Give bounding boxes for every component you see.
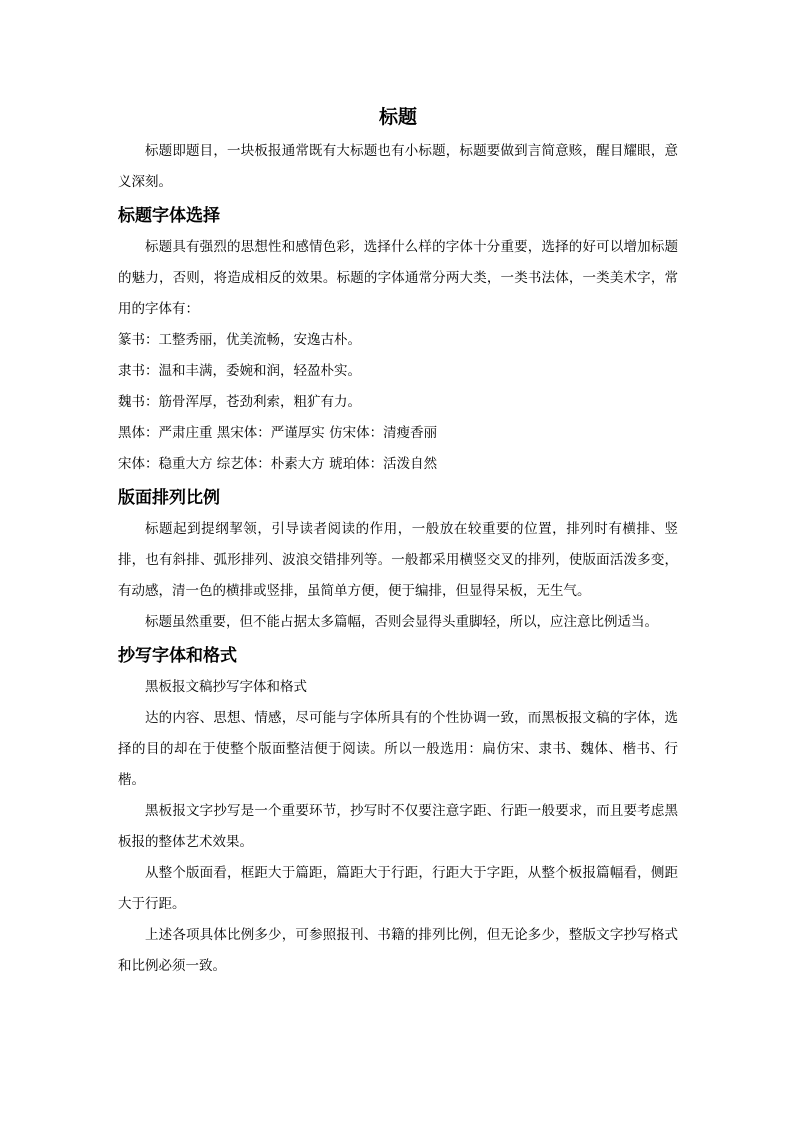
section-paragraph: 从整个版面看，框距大于篇距，篇距大于行距，行距大于字距，从整个板报篇幅看，侧距大于行距。	[118, 865, 678, 912]
section-copy-format	[118, 644, 678, 982]
font-style-line: 篆书：工整秀丽，优美流畅，安逸古朴。	[118, 332, 361, 348]
section-heading: 抄写字体和格式	[118, 646, 237, 666]
section-paragraph: 标题起到提纲挈领，引导读者阅读的作用，一般放在较重要的位置，排列时有横排、竖排，也有斜排、弧形排列、波浪交错排列等。一般都采用横竖交叉的排列，使版面活泼多变，有动感，清一色的横排或竖排，虽简单方便，便于编排，但显得呆板，无生气。	[118, 521, 678, 599]
document-page	[118, 104, 678, 982]
font-style-line: 隶书：温和丰满，委婉和润，轻盈朴实。	[118, 363, 361, 379]
section-paragraph: 黑板报文稿抄写字体和格式	[145, 679, 307, 695]
font-style-line: 魏书：筋骨浑厚，苍劲利索，粗犷有力。	[118, 394, 361, 410]
section-paragraph: 标题具有强烈的思想性和感情色彩，选择什么样的字体十分重要，选择的好可以增加标题的魅力，否则，将造成相反的效果。标题的字体通常分两大类，一类书法体，一类美术字，常用的字体有：	[118, 239, 678, 317]
section-paragraph: 达的内容、思想、情感，尽可能与字体所具有的个性协调一致，而黑板报文稿的字体，选择的目的却在于使整个版面整洁便于阅读。所以一般选用：扁仿宋、隶书、魏体、楷书、行楷。	[118, 710, 678, 788]
section-heading: 标题字体选择	[118, 206, 220, 226]
intro-paragraph: 标题即题目，一块板报通常既有大标题也有小标题，标题要做到言简意赅，醒目耀眼，意义深刻。	[118, 143, 678, 190]
section-heading: 版面排列比例	[118, 488, 220, 508]
section-paragraph: 黑板报文字抄写是一个重要环节，抄写时不仅要注意字距、行距一般要求，而且要考虑黑板报的整体艺术效果。	[118, 803, 678, 850]
section-paragraph: 标题虽然重要，但不能占据太多篇幅，否则会显得头重脚轻，所以，应注意比例适当。	[145, 614, 658, 630]
section-layout-ratio	[118, 486, 678, 638]
section-font-selection	[118, 204, 678, 480]
font-style-line: 宋体：稳重大方 综艺体：朴素大方 琥珀体：活泼自然	[118, 456, 438, 472]
document-title: 标题	[378, 106, 417, 128]
font-style-line: 黑体：严肃庄重 黑宋体：严谨厚实 仿宋体：清瘦香丽	[118, 425, 438, 441]
section-paragraph: 上述各项具体比例多少，可参照报刊、书籍的排列比例，但无论多少，整版文字抄写格式和比例必须一致。	[118, 927, 678, 974]
